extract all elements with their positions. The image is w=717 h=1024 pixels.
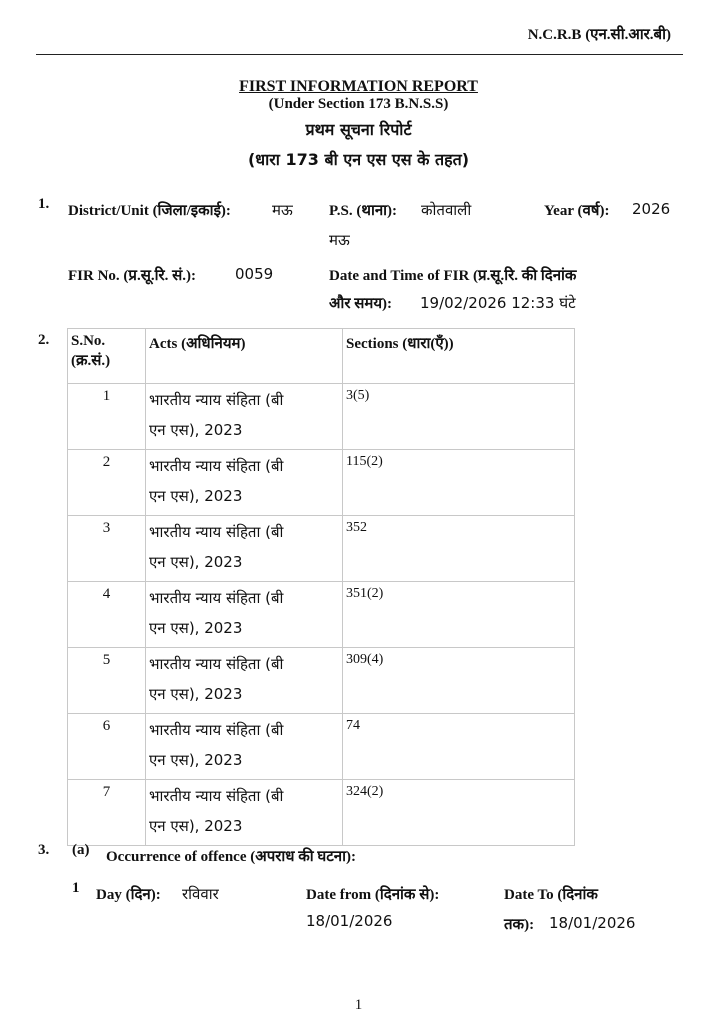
header-divider — [36, 54, 683, 55]
column-header-sno-en: S.No. — [71, 333, 106, 349]
fir-number-value: 0059 — [235, 265, 274, 283]
row-section: 351(2) — [343, 582, 575, 648]
column-header-sections: Sections (धारा(एँ)) — [343, 329, 575, 384]
row-act-line1: भारतीय न्याय संहिता (बी — [149, 589, 284, 607]
row-sno: 7 — [68, 780, 146, 846]
table-row — [68, 780, 575, 846]
report-title-hindi: प्रथम सूचना रिपोर्ट — [305, 120, 412, 139]
acts-sections-table — [67, 328, 575, 846]
row-section: 324(2) — [343, 780, 575, 846]
fir-number-label: FIR No. (प्र.सू.रि. सं.): — [68, 268, 196, 284]
fir-datetime-label: Date and Time of FIR (प्र.सू.रि. की दिनांक — [329, 268, 577, 284]
row-act-line1: भारतीय न्याय संहिता (बी — [149, 391, 284, 409]
table-row — [68, 714, 575, 780]
occurrence-item-number: 1 — [72, 880, 80, 896]
row-section: 352 — [343, 516, 575, 582]
row-act — [146, 450, 343, 516]
row-act-line1: भारतीय न्याय संहिता (बी — [149, 457, 284, 475]
row-act-line1: भारतीय न्याय संहिता (बी — [149, 787, 284, 805]
row-act — [146, 582, 343, 648]
section-3-sub-label: (a) — [72, 842, 90, 858]
row-sno: 5 — [68, 648, 146, 714]
police-station-value: कोतवाली — [421, 201, 472, 219]
police-station-value-line2: मऊ — [329, 231, 350, 249]
row-act-line1: भारतीय न्याय संहिता (बी — [149, 523, 284, 541]
day-value: रविवार — [182, 885, 219, 903]
table-row — [68, 384, 575, 450]
page-number: 1 — [354, 997, 363, 1013]
row-act-line1: भारतीय न्याय संहिता (बी — [149, 655, 284, 673]
column-header-acts: Acts (अधिनियम) — [146, 329, 343, 384]
row-act-line2: एन एस), 2023 — [149, 487, 243, 505]
section-2-number: 2. — [38, 332, 50, 348]
row-section: 74 — [343, 714, 575, 780]
table-row — [68, 516, 575, 582]
police-station-label: P.S. (थाना): — [329, 203, 398, 219]
date-to-label: Date To (दिनांक — [504, 887, 598, 903]
row-act-line2: एन एस), 2023 — [149, 421, 243, 439]
row-sno: 6 — [68, 714, 146, 780]
table-row — [68, 450, 575, 516]
row-sno: 3 — [68, 516, 146, 582]
row-act — [146, 384, 343, 450]
date-from-label: Date from (दिनांक से): — [306, 887, 440, 903]
district-label: District/Unit (जिला/इकाई): — [68, 203, 231, 219]
year-value: 2026 — [632, 200, 671, 218]
row-act — [146, 714, 343, 780]
row-section: 3(5) — [343, 384, 575, 450]
report-title-english: FIRST INFORMATION REPORT — [239, 78, 478, 95]
fir-datetime-value: 19/02/2026 12:33 घंटे — [420, 294, 576, 312]
section-1-number: 1. — [38, 196, 50, 212]
row-section: 115(2) — [343, 450, 575, 516]
date-to-value: 18/01/2026 — [549, 914, 636, 932]
column-header-sno — [68, 329, 146, 384]
occurrence-heading: Occurrence of offence (अपराध की घटना): — [106, 849, 356, 865]
table-row — [68, 648, 575, 714]
district-value: मऊ — [272, 201, 293, 219]
row-act — [146, 648, 343, 714]
row-act-line2: एन एस), 2023 — [149, 817, 243, 835]
day-label: Day (दिन): — [96, 887, 161, 903]
row-sno: 4 — [68, 582, 146, 648]
table-header-row — [68, 329, 575, 384]
row-sno: 2 — [68, 450, 146, 516]
row-act-line1: भारतीय न्याय संहिता (बी — [149, 721, 284, 739]
year-label: Year (वर्ष): — [544, 203, 610, 219]
report-subtitle-hindi: (धारा 173 बी एन एस एस के तहत) — [247, 150, 470, 169]
fir-datetime-label-line2: और समय): — [329, 296, 393, 312]
date-to-label-line2: तक): — [504, 917, 535, 933]
ncrb-header: N.C.R.B (एन.सी.आर.बी) — [527, 27, 671, 43]
row-sno: 1 — [68, 384, 146, 450]
row-act — [146, 516, 343, 582]
row-act-line2: एन एस), 2023 — [149, 619, 243, 637]
row-act-line2: एन एस), 2023 — [149, 553, 243, 571]
row-section: 309(4) — [343, 648, 575, 714]
row-act-line2: एन एस), 2023 — [149, 685, 243, 703]
row-act — [146, 780, 343, 846]
report-subtitle-english: (Under Section 173 B.N.S.S) — [268, 96, 449, 112]
date-from-value: 18/01/2026 — [306, 912, 393, 930]
row-act-line2: एन एस), 2023 — [149, 751, 243, 769]
column-header-sno-hi: (क्र.सं.) — [71, 353, 111, 369]
table-row — [68, 582, 575, 648]
section-3-number: 3. — [38, 842, 50, 858]
